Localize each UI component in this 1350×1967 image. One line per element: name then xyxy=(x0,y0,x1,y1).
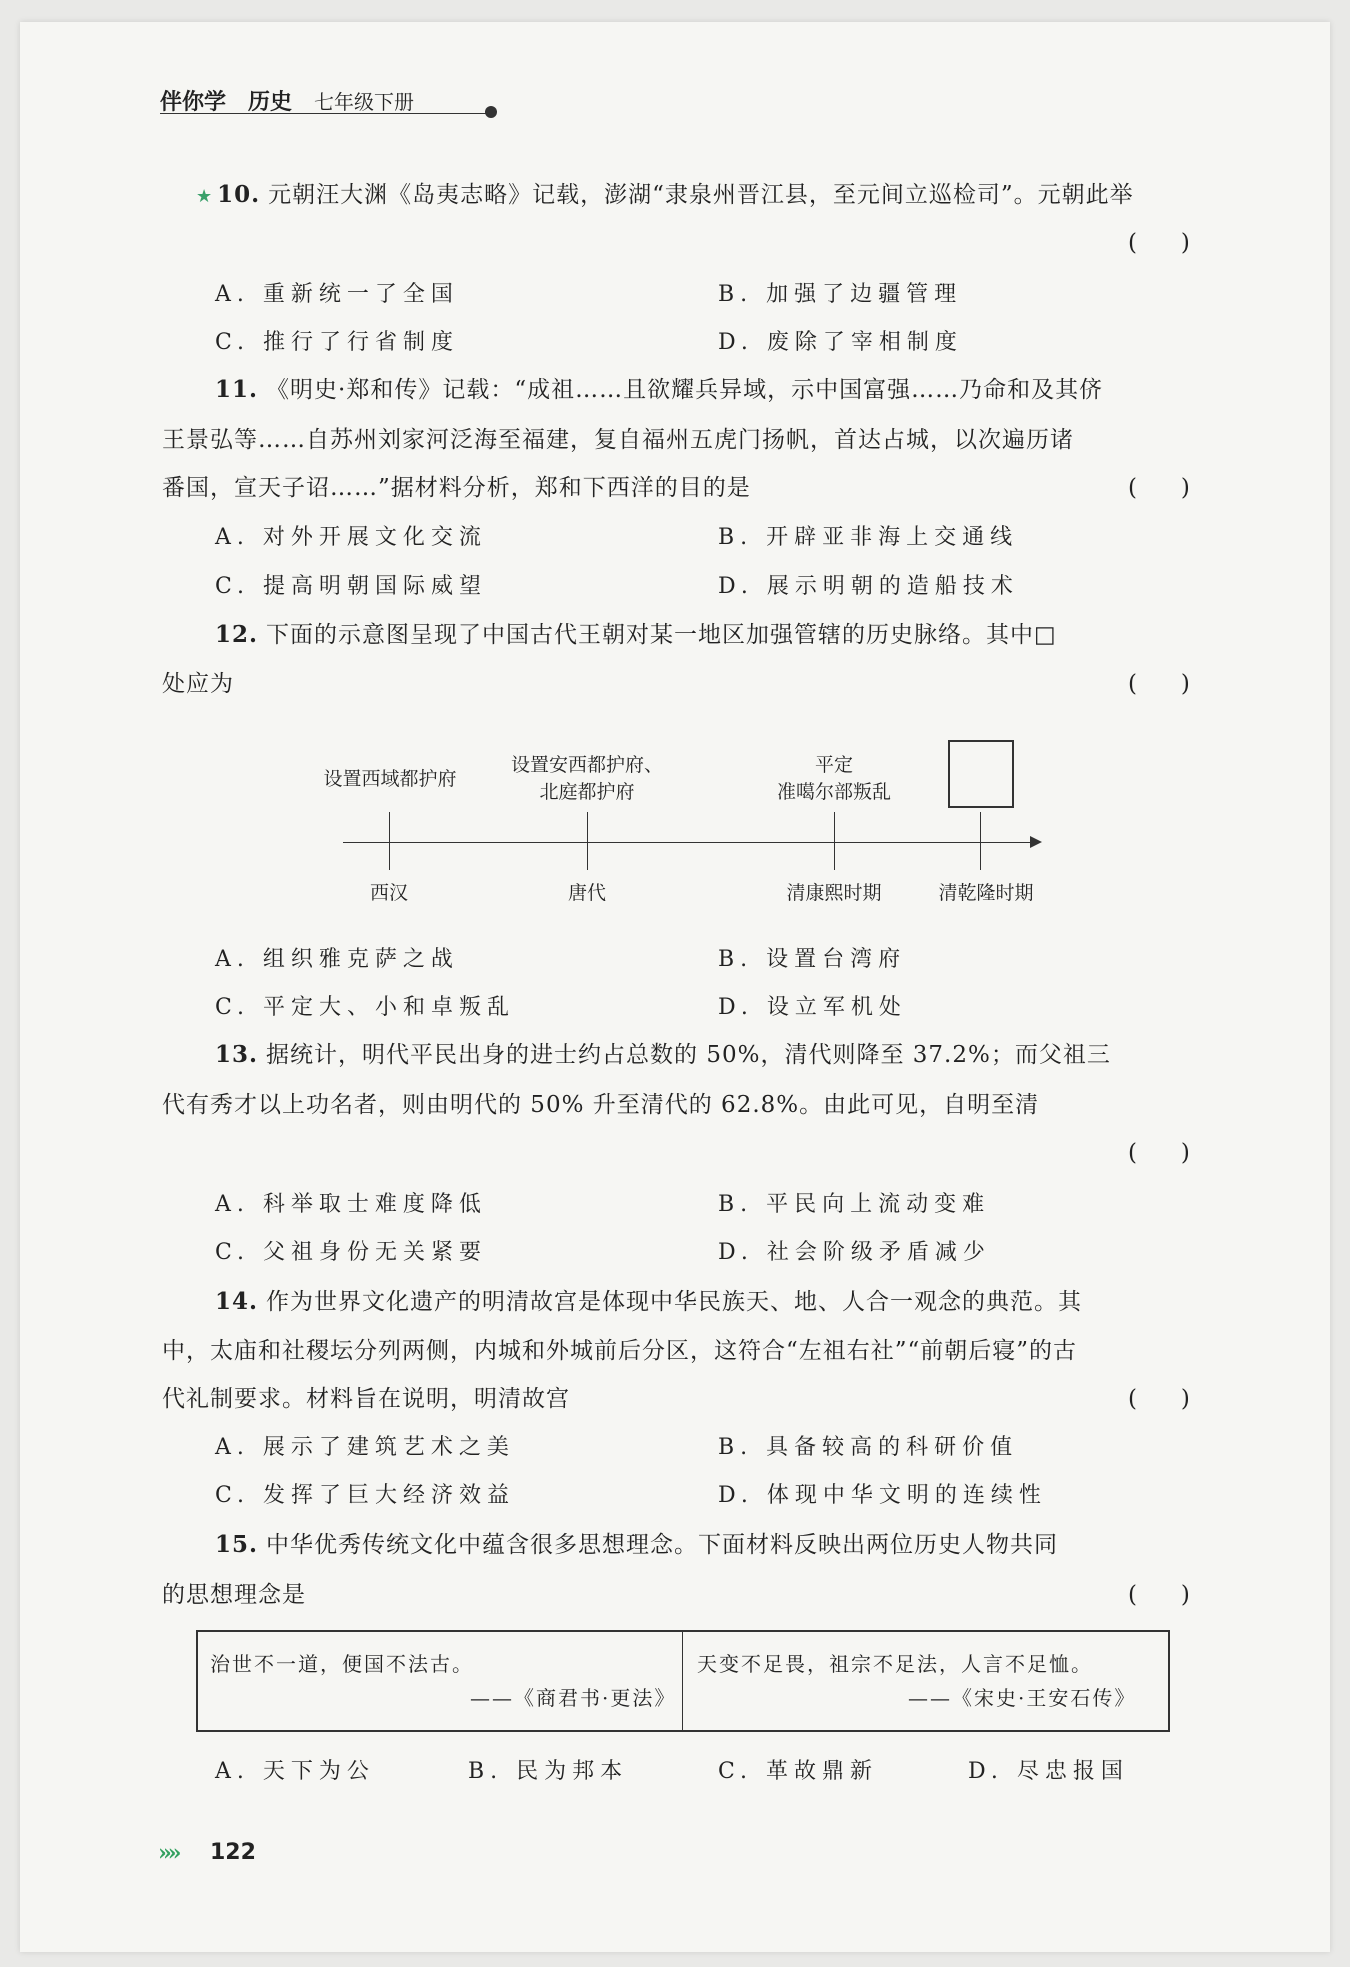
q12-option-d[interactable]: D. 设立军机处 xyxy=(718,995,907,1020)
quote-right-source: ——《宋史·王安石传》 xyxy=(908,1686,1137,1710)
timeline-tick xyxy=(389,812,390,870)
q13-line1: 13. 据统计，明代平民出身的进士约占总数的 50%，清代则降至 37.2%；而父祖三 xyxy=(215,1041,1111,1068)
q12-option-b[interactable]: B. 设置台湾府 xyxy=(718,947,907,972)
timeline-tick xyxy=(980,812,981,870)
q13-option-c[interactable]: C. 父祖身份无关紧要 xyxy=(215,1240,488,1265)
q10-number: 10. xyxy=(217,181,261,208)
q15-option-c[interactable]: C. 革故鼎新 xyxy=(718,1759,879,1784)
q11-answer-paren[interactable]: ( ) xyxy=(1128,475,1190,501)
q10-option-d[interactable]: D. 废除了宰相制度 xyxy=(718,330,963,355)
q14-line2: 中，太庙和社稷坛分列两侧，内城和外城前后分区，这符合“左祖右社”“前朝后寝”的古 xyxy=(162,1338,1078,1364)
series-title: 伴你学 xyxy=(160,89,227,115)
header-dot-icon xyxy=(485,106,497,118)
q14-number: 14. xyxy=(215,1288,259,1315)
timeline-event-2a: 设置安西都护府、 xyxy=(510,754,663,776)
q12-line2: 处应为 xyxy=(162,671,234,697)
timeline-event-1: 设置西域都护府 xyxy=(323,768,457,790)
q10-option-c[interactable]: C. 推行了行省制度 xyxy=(215,330,460,355)
q11-option-b[interactable]: B. 开辟亚非海上交通线 xyxy=(718,525,1019,550)
timeline-tick xyxy=(834,812,835,870)
q10-line1: ★ 10. 元朝汪大渊《岛夷志略》记载，澎湖“隶泉州晋江县，至元间立巡检司”。元朝此举 xyxy=(196,181,1134,208)
q11-line1: 11. 《明史·郑和传》记载：“成祖……且欲耀兵异域，示中国富强……乃命和及其侪 xyxy=(215,376,1104,403)
q15-answer-paren[interactable]: ( ) xyxy=(1128,1582,1190,1608)
q12-option-a[interactable]: A. 组织雅克萨之战 xyxy=(215,947,459,972)
q11-option-c[interactable]: C. 提高明朝国际威望 xyxy=(215,574,488,599)
q12-number: 12. xyxy=(215,621,259,648)
q15-option-b[interactable]: B. 民为邦本 xyxy=(468,1759,629,1784)
q12-option-c[interactable]: C. 平定大、小和卓叛乱 xyxy=(215,995,516,1020)
timeline-period-2: 唐代 xyxy=(567,882,606,904)
q11-line3: 番国，宣天子诏……”据材料分析，郑和下西洋的目的是 xyxy=(162,475,751,501)
quote-right-text: 天变不足畏，祖宗不足法，人言不足恤。 xyxy=(697,1652,1093,1676)
timeline-event-3b: 准噶尔部叛乱 xyxy=(776,781,891,803)
q10-answer-paren[interactable]: ( ) xyxy=(1128,230,1190,256)
timeline-period-4: 清乾隆时期 xyxy=(938,882,1034,904)
q14-option-b[interactable]: B. 具备较高的科研价值 xyxy=(718,1435,1019,1460)
q12-line1: 12. 下面的示意图呈现了中国古代王朝对某一地区加强管辖的历史脉络。其中□ xyxy=(215,621,1057,648)
q10-option-a[interactable]: A. 重新统一了全国 xyxy=(215,282,459,307)
q14-answer-paren[interactable]: ( ) xyxy=(1128,1386,1190,1412)
quote-left-source: ——《商君书·更法》 xyxy=(470,1686,677,1710)
header-rule xyxy=(160,113,490,114)
timeline-blank-box xyxy=(948,740,1014,808)
q13-option-a[interactable]: A. 科举取士难度降低 xyxy=(215,1192,487,1217)
q14-option-c[interactable]: C. 发挥了巨大经济效益 xyxy=(215,1483,516,1508)
q10-option-b[interactable]: B. 加强了边疆管理 xyxy=(718,282,963,307)
footer-arrows-icon: »» xyxy=(158,1840,178,1866)
q15-line2: 的思想理念是 xyxy=(162,1582,306,1608)
q14-line3: 代礼制要求。材料旨在说明，明清故宫 xyxy=(162,1386,570,1412)
q13-option-d[interactable]: D. 社会阶级矛盾减少 xyxy=(718,1240,991,1265)
timeline-period-1: 西汉 xyxy=(369,882,408,904)
q13-number: 13. xyxy=(215,1041,259,1068)
q15-option-d[interactable]: D. 尽忠报国 xyxy=(968,1759,1129,1784)
timeline-period-3: 清康熙时期 xyxy=(786,882,882,904)
q11-line2: 王景弘等……自苏州刘家河泛海至福建，复自福州五虎门扬帆，首达占城，以次遍历诸 xyxy=(162,427,1074,453)
q12-answer-paren[interactable]: ( ) xyxy=(1128,671,1190,697)
q15-option-a[interactable]: A. 天下为公 xyxy=(215,1759,375,1784)
star-icon: ★ xyxy=(196,186,214,207)
quote-table-divider xyxy=(682,1632,683,1730)
q13-line2: 代有秀才以上功名者，则由明代的 50% 升至清代的 62.8%。由此可见，自明至清 xyxy=(162,1092,1040,1118)
q11-option-d[interactable]: D. 展示明朝的造船技术 xyxy=(718,574,1019,599)
timeline-arrow-icon xyxy=(1030,836,1042,848)
timeline-tick xyxy=(587,812,588,870)
timeline-event-3a: 平定 xyxy=(814,754,853,776)
q14-option-a[interactable]: A. 展示了建筑艺术之美 xyxy=(215,1435,515,1460)
subject-title: 历史 xyxy=(248,89,293,115)
q14-line1: 14. 作为世界文化遗产的明清故宫是体现中华民族天、地、人合一观念的典范。其 xyxy=(215,1288,1083,1315)
q13-option-b[interactable]: B. 平民向上流动变难 xyxy=(718,1192,991,1217)
quote-left-text: 治世不一道，便国不法古。 xyxy=(210,1652,474,1676)
q13-answer-paren[interactable]: ( ) xyxy=(1128,1140,1190,1166)
timeline-axis xyxy=(343,842,1033,843)
q11-option-a[interactable]: A. 对外开展文化交流 xyxy=(215,525,487,550)
q11-number: 11. xyxy=(215,376,259,403)
page-header xyxy=(160,85,414,115)
grade-title: 七年级下册 xyxy=(314,90,415,114)
q15-number: 15. xyxy=(215,1531,259,1558)
timeline-event-2b: 北庭都护府 xyxy=(539,781,635,803)
q14-option-d[interactable]: D. 体现中华文明的连续性 xyxy=(718,1483,1047,1508)
quote-table xyxy=(196,1630,1170,1732)
page-number: 122 xyxy=(210,1840,256,1865)
q15-line1: 15. 中华优秀传统文化中蕴含很多思想理念。下面材料反映出两位历史人物共同 xyxy=(215,1531,1059,1558)
